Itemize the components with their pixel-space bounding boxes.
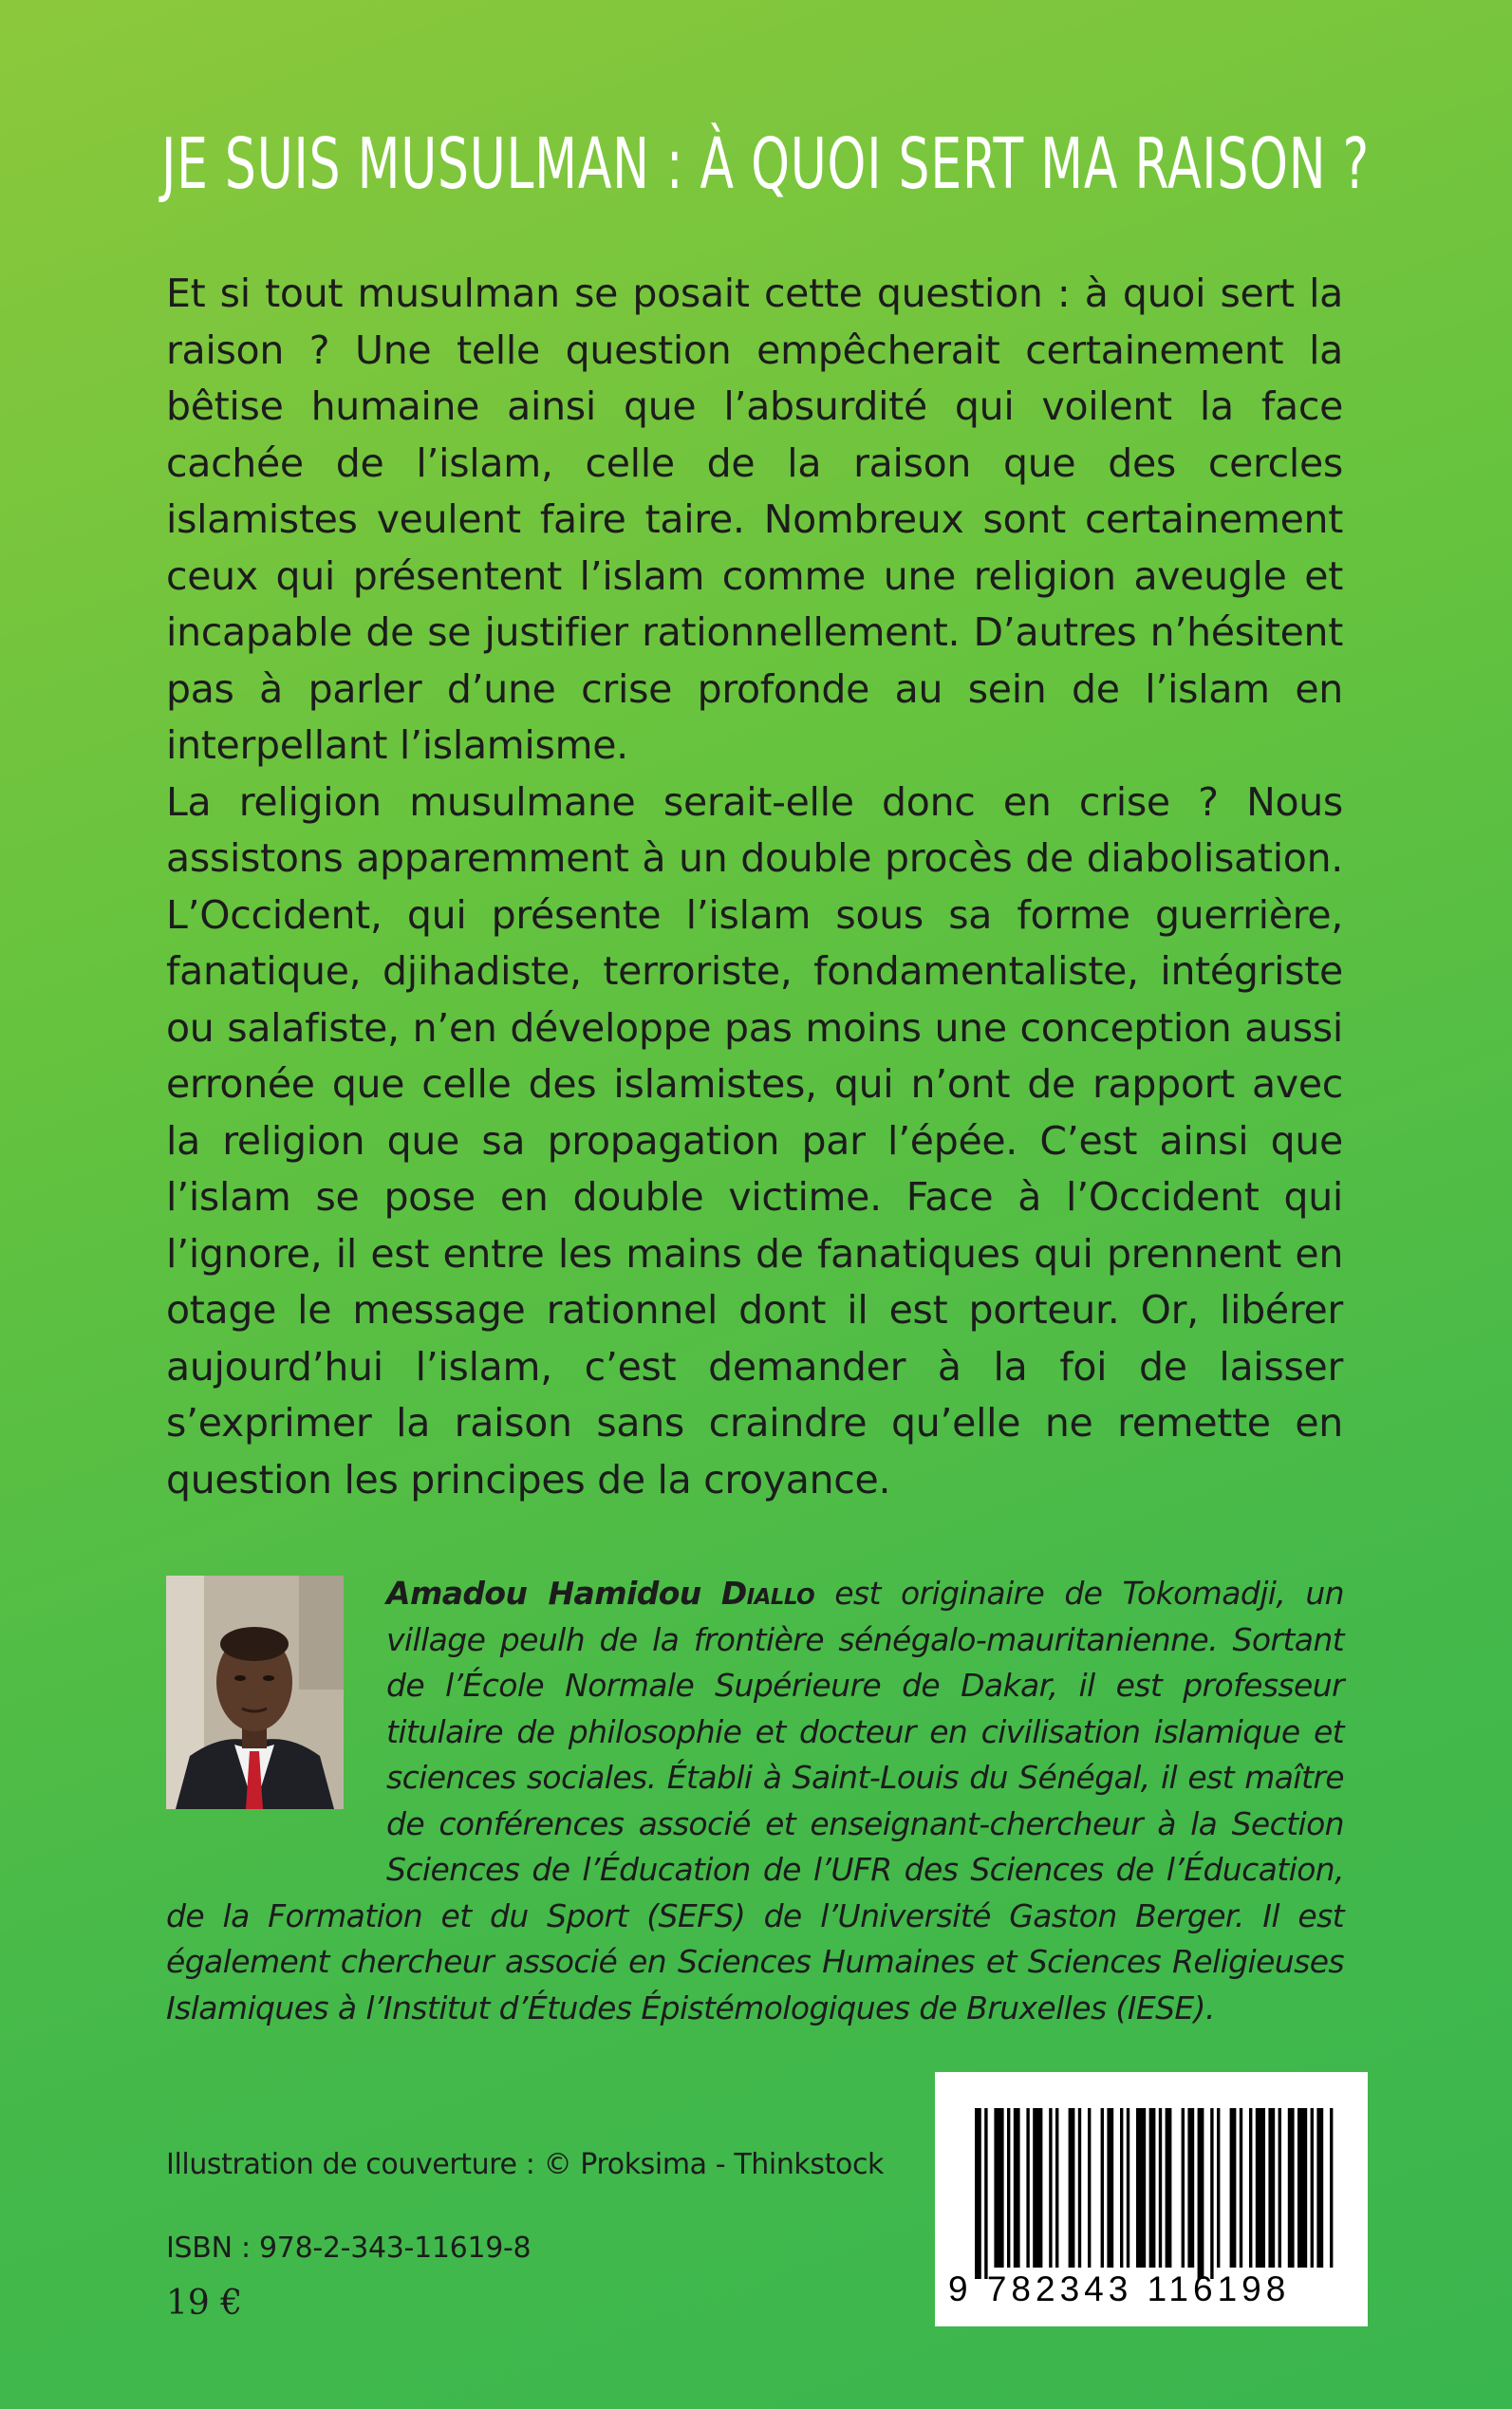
barcode-bar (1049, 2108, 1052, 2268)
book-title: JE SUIS MUSULMAN : À QUOI SERT MA RAISON ? (161, 123, 1370, 205)
barcode-bar (1311, 2108, 1314, 2268)
barcode-digits: 9 782343 116198 (948, 2269, 1291, 2308)
blurb-paragraph-1: Et si tout musulman se posait cette question : à quoi sert la raison ? Une telle question empêcherait certainement la bêtise humaine ainsi que l’absurdité qui voilent la face cachée de l’islam, celle de la raison que des cercles islamistes veulent faire taire. Nombreux sont certainement ceux qui présentent l’islam comme une religion aveugle et incapable de se justifier rationnellement. D’autres n’hésitent pas à parler d’une crise profonde au sein de l’islam en interpellant l’islamisme. (166, 271, 1343, 768)
author-bio-text: est originaire de Tokomadji, un village peulh de la frontière sénégalo-mauritanienne. Sortant de l’École Normale Supérieure de Dakar, il est professeur titulaire de philosophie et docteur en civilisation islamique et sciences sociales. Établi à Saint-Louis du Sénégal, il est maître de conférences associé et enseignant-chercheur à la Section Sciences de l’Éducation de l’UFR des Sciences de l’Éducation, de la Formation et du Sport (SEFS) de l’Université Gaston Berger. Il est également chercheur associé en Sciences Humaines et Sciences Religieuses Islamiques à l’Institut d’Études Épistémologiques de Bruxelles (IESE). (166, 1575, 1344, 2026)
barcode-bar (1088, 2108, 1091, 2268)
barcode-bar (1230, 2108, 1237, 2268)
barcode-bar (975, 2108, 981, 2279)
photo-wrap-spacer (166, 1571, 386, 1848)
barcode-bar (1159, 2108, 1162, 2268)
barcode-bar (994, 2108, 1003, 2268)
barcode (935, 2072, 1368, 2326)
barcode-bar (1249, 2108, 1252, 2268)
barcode-bar (1078, 2108, 1081, 2268)
barcode-bar (1288, 2108, 1295, 2268)
barcode-bar (1297, 2108, 1307, 2268)
illustration-credit: Illustration de couverture : © Proksima - Thinkstock (166, 2148, 885, 2181)
barcode-bar (1149, 2108, 1156, 2268)
barcode-bar (1279, 2108, 1281, 2268)
barcode-bar (1217, 2108, 1220, 2268)
barcode-bar (1166, 2108, 1172, 2268)
barcode-bar (1198, 2108, 1204, 2279)
barcode-bar (1120, 2108, 1123, 2268)
barcode-bar (1182, 2108, 1185, 2268)
barcode-bar (1014, 2108, 1020, 2268)
barcode-bar (1136, 2108, 1146, 2268)
barcode-bar (984, 2108, 987, 2279)
author-first-names: Amadou Hamidou (386, 1575, 701, 1612)
barcode-bar (1007, 2108, 1010, 2268)
barcode-bar (1055, 2108, 1058, 2268)
barcode-bar (1069, 2108, 1075, 2268)
barcode-bar (1316, 2108, 1323, 2268)
barcode-bar (1033, 2108, 1042, 2268)
price-label: 19 € (166, 2284, 243, 2323)
back-cover-blurb (166, 266, 1343, 1508)
barcode-bar (1210, 2108, 1213, 2279)
barcode-bar (1127, 2108, 1129, 2268)
barcode-bar (1107, 2108, 1113, 2268)
barcode-bar (1187, 2108, 1194, 2268)
author-surname: Diallo (720, 1575, 815, 1612)
author-bio (166, 1571, 1344, 2031)
barcode-bar (1240, 2108, 1242, 2268)
isbn-label: ISBN : 978-2-343-11619-8 (166, 2232, 532, 2265)
blurb-paragraph-2: La religion musulmane serait-elle donc en crise ? Nous assistons apparemment à un double procès de diabolisation. L’Occident, qui présente l’islam sous sa forme guerrière, fanatique, djihadiste, terroriste, fondamentaliste, intégriste ou salafiste, n’en développe pas moins une conception aussi erronée que celle des islamistes, qui n’ont de rapport avec la religion que sa propagation par l’épée. C’est ainsi que l’islam se pose en double victime. Face à l’Occident qui l’ignore, il est entre les mains de fanatiques qui prennent en otage le message rationnel dont il est porteur. Or, libérer aujourd’hui l’islam, c’est demander à la foi de laisser s’exprimer la raison sans craindre qu’elle ne remette en question les principes de la croyance. (166, 778, 1343, 1503)
barcode-bar (1256, 2108, 1265, 2268)
barcode-bar (1026, 2108, 1029, 2268)
barcode-bar (1101, 2108, 1104, 2268)
barcode-bar (1268, 2108, 1275, 2268)
barcode-bar (1330, 2108, 1333, 2268)
